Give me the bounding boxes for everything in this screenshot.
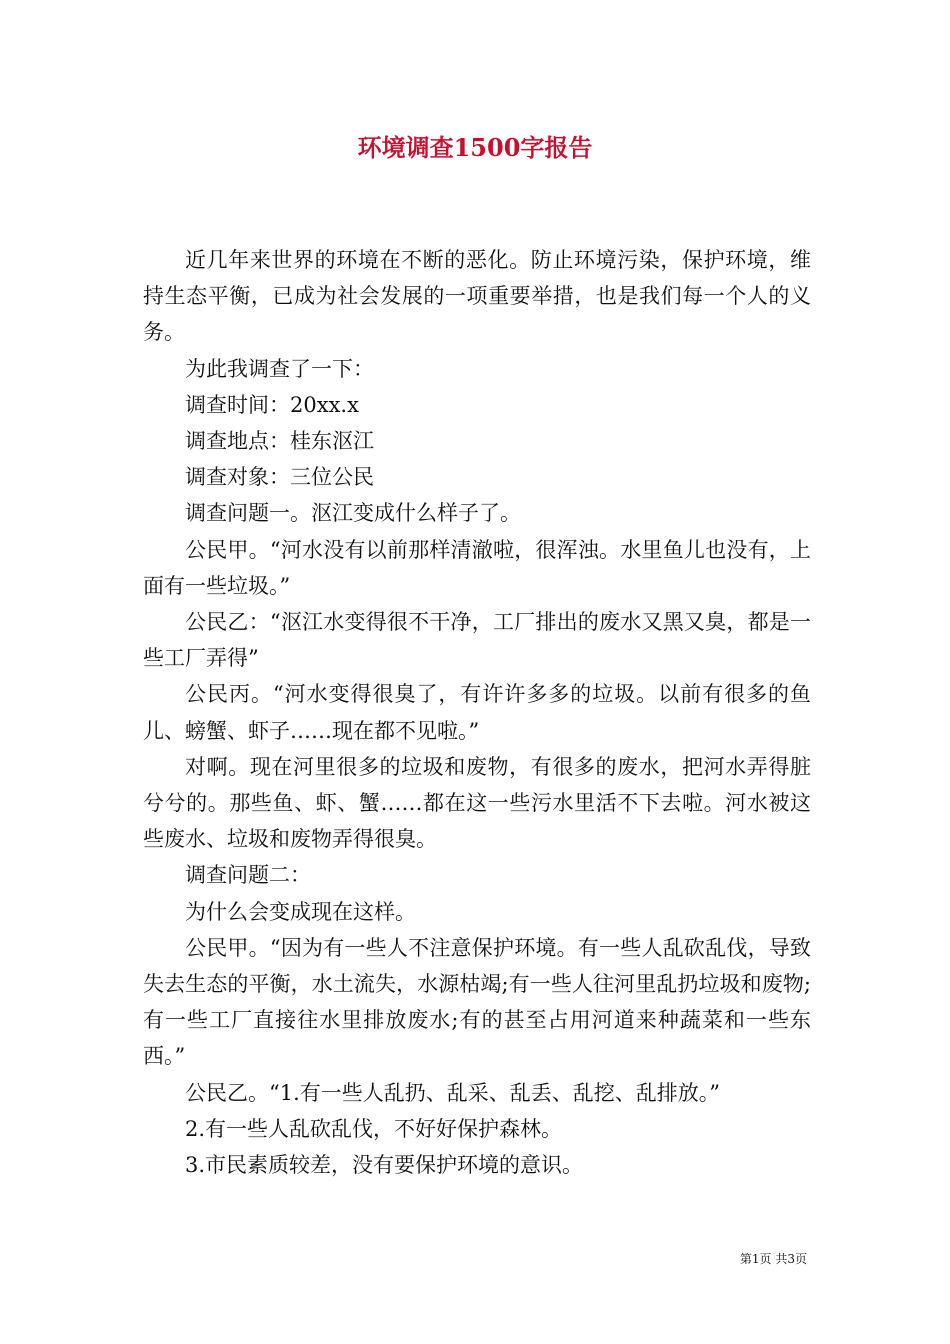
paragraph-citizen-b-2: 公民乙。“1.有一些人乱扔、乱采、乱丢、乱挖、乱排放。” xyxy=(185,1080,721,1105)
paragraph-point-2: 2.有一些人乱砍乱伐，不好好保护森林。 xyxy=(185,1116,563,1141)
paragraph-question-two-text: 为什么会变成现在这样。 xyxy=(185,899,416,924)
document-title: 环境调查1500字报告 xyxy=(357,133,593,162)
paragraph-citizen-b-1: 公民乙：“沤江水变得很不干净，工厂排出的废水又黑又臭，都是一些工厂弄得” xyxy=(143,610,811,671)
paragraph-question-two: 调查问题二： xyxy=(185,863,311,888)
footer-prefix: 第 xyxy=(739,1252,752,1266)
paragraph-survey-lead: 为此我调查了一下： xyxy=(185,356,374,381)
paragraph-question-one: 调查问题一。沤江变成什么样子了。 xyxy=(185,501,521,526)
document-body xyxy=(143,242,811,1183)
paragraph-survey-time: 调查时间：20xx.x xyxy=(185,392,359,417)
paragraph-survey-subjects: 调查对象：三位公民 xyxy=(185,465,374,490)
paragraph-point-3: 3.市民素质较差，没有要保护环境的意识。 xyxy=(185,1153,584,1178)
paragraph-citizen-a-1: 公民甲。“河水没有以前那样清澈啦，很浑浊。水里鱼儿也没有，上面有一些垃圾。” xyxy=(143,537,811,598)
paragraph-summary-1: 对啊。现在河里很多的垃圾和废物，有很多的废水，把河水弄得脏兮兮的。那些鱼、虾、蟹……都在这一些污水里活不下去啦。河水被这些废水、垃圾和废物弄得很臭。 xyxy=(143,754,811,852)
paragraph-citizen-c-1: 公民丙。“河水变得很臭了，有许许多多的垃圾。以前有很多的鱼儿、螃蟹、虾子……现在都不见啦。” xyxy=(143,682,811,743)
paragraph-intro: 近几年来世界的环境在不断的恶化。防止环境污染，保护环境，维持生态平衡，已成为社会发展的一项重要举措，也是我们每一个人的义务。 xyxy=(143,248,811,345)
footer-middle: 页 共 xyxy=(759,1252,788,1266)
paragraph-survey-location: 调查地点：桂东沤江 xyxy=(185,429,374,454)
footer-suffix: 页 xyxy=(794,1252,807,1266)
footer-current-page: 1 xyxy=(751,1252,760,1266)
footer-total-pages: 3 xyxy=(787,1252,795,1266)
page-number-footer xyxy=(740,1251,807,1267)
paragraph-citizen-a-2: 公民甲。“因为有一些人不注意保护环境。有一些人乱砍乱伐，导致失去生态的平衡，水土流失，水源枯竭;有一些人往河里乱扔垃圾和废物;有一些工厂直接往水里排放废水;有的甚至占用河道来种蔬菜和一些东西。” xyxy=(143,935,811,1069)
